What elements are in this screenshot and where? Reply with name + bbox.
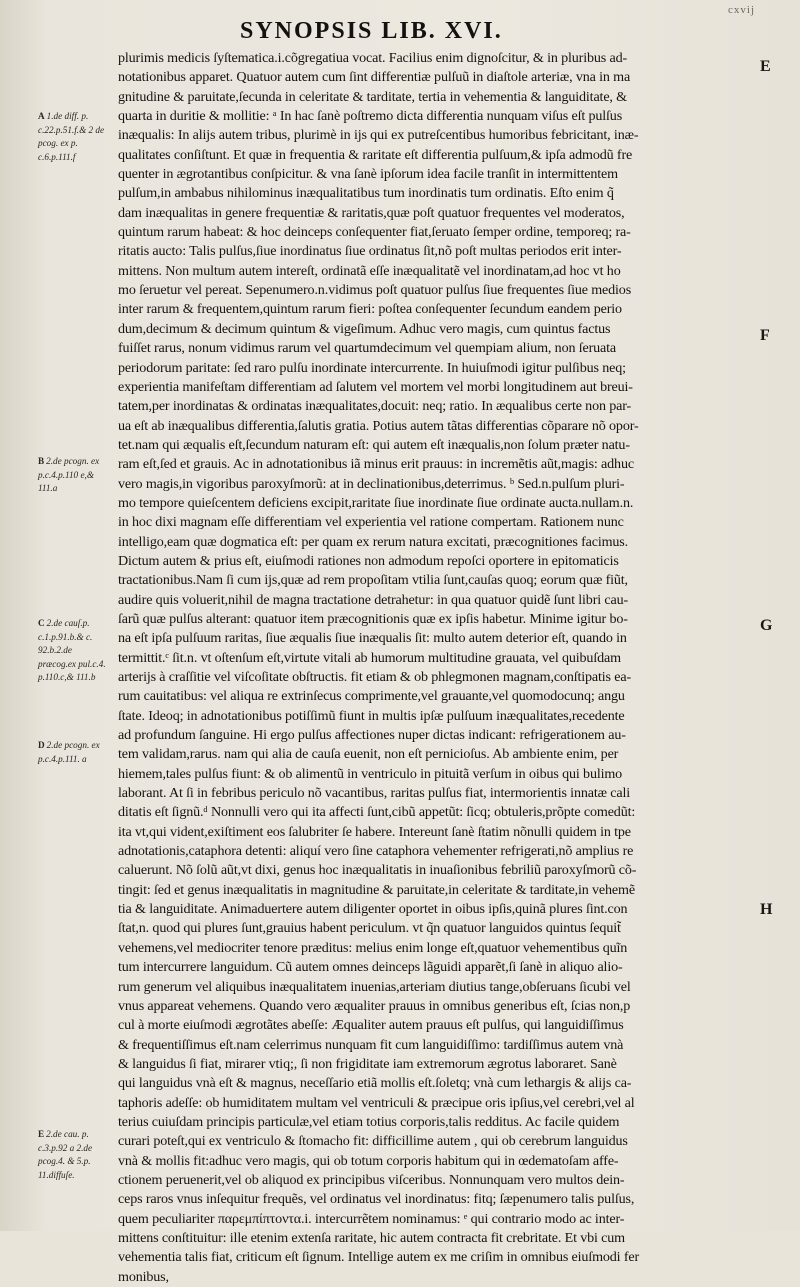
margin-note-text: 2.de cau. p. c.3.p.92 a 2.de pcog.4. & 5.p. 11.diffuſe. xyxy=(38,1129,93,1180)
text-line: caluerunt. Nõ ſolũ aũt,vt dixi, genus hoc inæqualitatis in inuaſionibus febriliũ paroxyſmorũ cõ- xyxy=(118,862,637,879)
margin-note-d xyxy=(38,739,110,766)
text-line: vnà & mollis fit:adhuc vero magis, qui ob totum corporis habitum qui in œdematoſam affe- xyxy=(118,1152,619,1169)
text-line: tem validam,rarus. nam qui alia de cauſa euenit, non eſt pernicioſus. Ab ambiente enim, per xyxy=(118,746,619,763)
text-line: tet.nam qui æqualis eſt,ſecundum naturam eſt: qui autem eſt inæqualis,non ſolum præter natu- xyxy=(118,436,630,453)
text-line: vehementia talis fiat, criticum eſt ſignum. Intellige autem ex me criſim in omnibus eiuſmodi fer xyxy=(118,1249,640,1266)
margin-note-text: 1.de diff. p. c.22.p.51.f.& 2 de pcog. ex p. c.6.p.111.f xyxy=(38,111,105,162)
text-line: mittens. Non multum autem intereſt, ordinatã eſſe inæqualitatẽ vel inordinatam,ad hoc vt ho xyxy=(118,262,621,279)
text-line: adnotationis,cataphora detenti: aliquí vero ſine cataphora vehementer refrigerati,nõ amplius re xyxy=(118,843,634,860)
text-line: rum cauitatibus: vel aliqua re extrinſecus comprimente,vel grauante,vel quomodocunq; angu xyxy=(118,688,625,705)
text-line: ſtat,n. quod qui plures ſunt,grauius habent periculum. vt q̃n quatuor languidos quintus ſequit̃ xyxy=(118,920,621,937)
text-line: & languidus ſi fiat, mirarer vtiq;, ſi non frigiditate iam extremorum ægrotus laboraret. Sanè xyxy=(118,1055,617,1072)
text-line: & frequentiſſimus eſt.nam celerrimus nunquam fit cum languidiſſimo: tardiſſimus autem vnà xyxy=(118,1036,624,1053)
text-line: audire quis voluerit,nihil de magna tractatione detrahetur: in qua quatuor quidẽ ſunt libri cau- xyxy=(118,591,629,608)
text-line: taphoris adeſſe: ob humiditatem multam vel ventriculi & præcipue oris ipſius,vel cerebri,vel al xyxy=(118,1094,635,1111)
margin-note-mark: A xyxy=(38,111,45,121)
text-line: inter rarum & frequentem,quintum rarum fieri: poſtea conſequenter ſecundum eandem perio xyxy=(118,301,622,318)
text-line: tatem,per inordinatas & ordinatas inæqualitates,docuit: neq; ratio. In æqualibus certe non par- xyxy=(118,398,632,415)
section-letter-g: G xyxy=(760,617,773,634)
text-line: dum,decimum & decimum quintum & vigeſimum. Adhuc vero magis, cum quintus factus xyxy=(118,320,611,337)
text-line: mittens conſtituitur: ille etenim extenſa raritate, hic autem contracta fit crebritate. Et vbi cum xyxy=(118,1229,625,1246)
text-line: ad profundum ſanguine. Hi ergo pulſus affectiones nuper dictas indicant: refrigerationem au- xyxy=(118,727,626,744)
text-line: ua eſt ab inæqualibus differentia,ſalutis gratia. Potius autem tãtas differentias cõparare nõ opor- xyxy=(118,417,639,434)
text-line: quarta in duritie & mollitie: ᵃ In hac ſanè poſtremo dicta differentia nunquam viſus eſt pulſus xyxy=(118,108,623,125)
text-line: mo tempore quieſcentem deficiens excipit,raritate ſiue inordinate ſiue ordinate aucta.nullam.n. xyxy=(118,494,634,511)
text-line: ſtate. Ideoq; in adnotationibus potiſſimũ fiunt in multis ipſæ pulſuum inæqualitates,recedente xyxy=(118,707,625,724)
text-line: laborant. At ſi in febribus periculo nõ vacantibus, raritas pulſus fiat, intermorientis innatæ cali xyxy=(118,785,630,802)
text-line: periodorum paritate: ſed raro pulſu inordinate intercurrente. In huiuſmodi igitur pulſibus neq; xyxy=(118,359,626,376)
text-line: rum generum vel aliquibus inæqualitatem inuenias,arteriam diutius tange,obſeruans ſicubi vel xyxy=(118,978,631,995)
section-letter-f: F xyxy=(760,327,770,344)
margin-note-text: 2.de pcogn. ex p.c.4.p.110 e,& 111.a xyxy=(38,456,100,494)
text-line: na eſt ipſa pulſuum raritas, ſiue æqualis ſiue inæqualis ſit: multo autem deterior eſt, quando in xyxy=(118,630,627,647)
text-line: qualitates conſiſtunt. Et quæ in frequentia & raritate eſt differentia pulſuum,& ipſa admodũ fre xyxy=(118,146,633,163)
text-line: monibus, xyxy=(118,1268,169,1285)
text-line: vnus appareat vehemens. Quando vero æqualiter prauus in omnibus generibus eſt, ſcias non,p xyxy=(118,997,631,1014)
margin-note-b xyxy=(38,455,110,496)
text-line: dam inæqualitas in genere frequentiæ & raritatis,quæ poſt quatuor frequentes vel moderatos, xyxy=(118,204,625,221)
body-text xyxy=(118,49,755,1287)
text-line: tractationibus.Nam ſi cum ijs,quæ ad rem propoſitam vtilia ſunt,cauſas quoq; eorum quæ fiũt, xyxy=(118,572,628,589)
text-line: ram eſt,ſed et grauis. Ac in adnotationibus iã minus erit prauus: in incremẽtis aũt,magis: adhuc xyxy=(118,456,634,473)
text-line: tum intercurrere languidum. Cũ autem omnes deinceps lãguidi apparẽt,ſi ſanè in aliquo alio- xyxy=(118,959,623,976)
text-line: ita vt,qui vident,exiſtiment eos ſalubriter ſe habere. Intereunt ſanè ſtatim nõnulli quidem in tpe xyxy=(118,823,631,840)
text-line: pulſum,in ambabus nihilominus inæqualitatibus tum inordinatis tum ordinatis. Eſto enim q̃ xyxy=(118,185,614,202)
text-line: gnitudine & paruitate,ſecunda in celeritate & tarditate, tertia in vehementia & languiditate, & xyxy=(118,88,627,105)
margin-note-mark: D xyxy=(38,740,45,750)
text-line: fuiſſet rarus, nonum vidimus rarum vel quartumdecimum vel quempiam alium, non ſeruata xyxy=(118,340,617,357)
text-line: ditatis eſt ſignũ.ᵈ Nonnulli vero qui ita affecti ſunt,cibũ appetũt: ſicq; obtuleris,prõpte comedũt: xyxy=(118,804,636,821)
text-line: ſarũ quæ pulſus alterant: quatuor item præcognitionis quæ ex ipſis habetur. Minime igitur bo- xyxy=(118,610,628,627)
text-line: notationibus apparet. Quatuor autem cum ſint differentiæ pulſuũ in diaſtole arteriæ, vna in ma xyxy=(118,69,631,86)
text-line: quem peculiariter παρεμπίπτοντα.i. intercurrẽtem nominamus: ᵉ qui contrario modo ac inter- xyxy=(118,1210,625,1227)
text-line: tingit: ſed et genus inæqualitatis in magnitudine & paruitate,in celeritate & tarditate,in vehemẽ xyxy=(118,881,635,898)
margin-note-a xyxy=(38,110,110,164)
page-number: cxvij xyxy=(728,4,755,16)
text-line: experientia manifeſtam differentiam ad ſalutem vel mortem vel morbi longitudinem aut breui- xyxy=(118,378,633,395)
text-line: termittit.ᶜ ſit.n. vt oſtenſum eſt,virtute vitali ab humorum multitudine grauata, vel quibuſdam xyxy=(118,649,621,666)
text-line: arterijs à craſſitie vel viſcoſitate obſtructis. fit etiam & ob phlegmonen magnam,conſtipatis ea- xyxy=(118,669,632,685)
text-line: cul à morte eiuſmodi ægrotãtes abeſſe: Æqualiter autem prauus eſt pulſus, qui languidiſſimus xyxy=(118,1017,624,1034)
text-line: ceps raros vnus inſequitur frequẽs, vel ordinatus vel inordinatus: fitq; ſæpenumero talis pulſus, xyxy=(118,1191,635,1208)
text-line: quenter in ægrotantibus conſpicitur. & vna ſanè ipſorum idea facile tranſit in intermittentem xyxy=(118,166,618,183)
margin-note-e xyxy=(38,1128,110,1182)
text-line: intelligo,eam quæ dogmatica eſt: per quam ex rerum natura excitati, præcognitiones facimus. xyxy=(118,533,629,550)
section-letter-h: H xyxy=(760,901,773,918)
margin-note-mark: E xyxy=(38,1129,45,1139)
text-line: hiemem,tales pulſus fiunt: & ob alimentũ in ventriculo in pituitã verſum in oibus qui bulimo xyxy=(118,765,623,782)
section-letter-e: E xyxy=(760,58,771,75)
text-line: inæqualis: In alijs autem tribus, plurimè in ijs qui ex putreſcentibus humoribus febricitant, inæ- xyxy=(118,127,639,144)
running-head: SYNOPSIS LIB. XVI. xyxy=(240,18,503,44)
text-line: ritatis aucto: Talis pulſus,ſiue inordinatus ſiue ordinatus ſit,nõ poſt multas periodos erit inter- xyxy=(118,243,622,260)
text-line: ctionem peruenerit,vel ob aliquod ex principibus viſceribus. Nonnunquam vero multos dein- xyxy=(118,1171,625,1188)
margin-note-text: 2.de cauſ.p. c.1.p.91.b.& c. 92.b.2.de præcog.ex pul.c.4. p.110.c,& 111.b xyxy=(38,618,106,683)
text-line: mo ſeruetur vel pereat. Sepenumero.n.vidimus poſt quatuor pulſus ſiue frequentes ſiue medios xyxy=(118,282,632,299)
margin-note-mark: B xyxy=(38,456,45,466)
margin-note-c xyxy=(38,617,110,685)
margin-note-text: 2.de pcogn. ex p.c.4.p.111. a xyxy=(38,740,100,764)
text-line: vehemens,vel mediocriter tenore præditus: melius enim longe eſt,quatuor vehementibus quĩn xyxy=(118,939,628,956)
text-line: Dictum autem & prius eſt, eiuſmodi rationes non admodum repoſci oportere in epitomaticis xyxy=(118,552,619,569)
text-line: tia & languiditate. Animaduertere autem diligenter oportet in oibus ipſis,quinã plures ſint.con xyxy=(118,901,628,918)
text-line: terius cuiuſdam principis particulæ,vel etiam totius corporis,talis redditus. Ac facile quidem xyxy=(118,1113,620,1130)
text-line: curari poteſt,qui ex ventriculo & ſtomacho fit: difficillime autem , qui ob cerebrum languidus xyxy=(118,1133,628,1150)
margin-note-mark: C xyxy=(38,618,45,628)
text-line: quintum rarum habeat: & hoc deinceps conſequenter fiat,ſeruato ſemper ordine, temporeq; ra- xyxy=(118,224,631,241)
text-line: in hoc dixi magnam eſſe differentiam vel experientia vel ratione compertam. Rationem nunc xyxy=(118,514,624,531)
text-line: vero magis,in vigoribus paroxyſmorũ: at in declinationibus,deterrimus. ᵇ Sed.n.pulſum pluri- xyxy=(118,475,625,492)
text-line: qui languidus vnà eſt & magnus, neceſſario etiã mollis eſt.ſoletq; vnà cum lethargis & alijs ca- xyxy=(118,1075,632,1092)
text-line: plurimis medicis ſyſtematica.i.cõgregatiua vocat. Facilius enim dignoſcitur, & in pluribus ad- xyxy=(118,50,628,66)
